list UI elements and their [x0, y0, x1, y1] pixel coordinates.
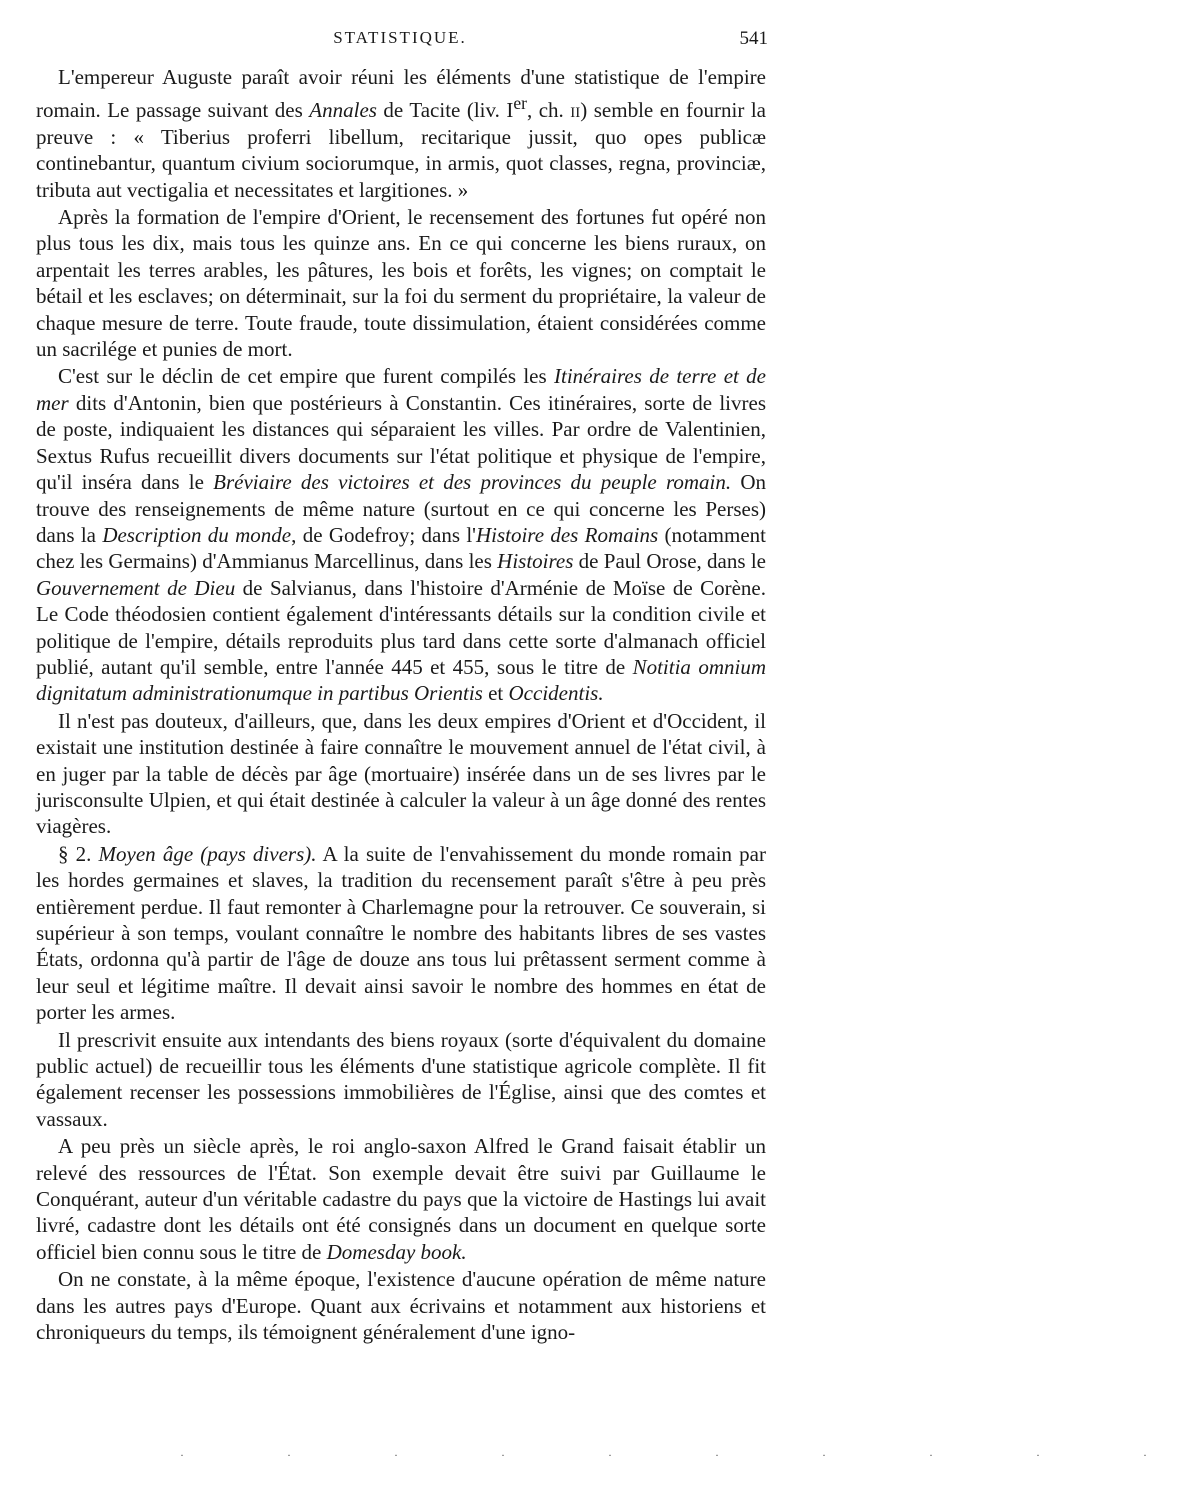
text-run: de Paul Orose, dans le — [573, 549, 766, 574]
paragraph-etat-civil: Il n'est pas douteux, d'ailleurs, que, dans les deux empires d'Orient et d'Occident, il existait une institution destinée à faire connaître le mouvement annuel de l'état civil, à en juger par la table de décès par âge (mortuaire) insérée dans un de ses livres par le jurisconsulte Ulpien, et qui était destinée à calculer la valeur à un âge donné des rentes viagères. — [36, 708, 766, 839]
text-run: dits d'Antonin, bien que postérieurs à Constantin. Ces itinéraires, sorte de livres de poste, indiquaient les distances qui séparaient les villes. Par ordre de Valentinien, Sextus Rufus recueillit divers documents sur l'état politique et physique de l'empire, qu'il inséra dans le — [36, 390, 766, 495]
running-head — [0, 28, 800, 52]
text-run: de Salvianus, dans l'histoire d'Arménie de Moïse de Corène. Le Code théodosien contient également d'intéressants détails sur la condition civile et politique de l'empire, détails reproduits plus tard dans cette sorte d'almanach officiel publié, autant qu'il semble, entre l'année 445 et 455, sous le titre de — [36, 575, 767, 679]
paragraph-itineraires — [36, 363, 766, 706]
italic-title: Histoires — [497, 549, 574, 574]
italic-title-annales: Annales — [309, 98, 377, 123]
text-run: C'est sur le déclin de cet empire que furent compilés les — [58, 364, 554, 389]
section-marker: § 2. — [58, 841, 99, 866]
italic-title-domesday: Domesday book. — [326, 1239, 467, 1264]
body-text — [36, 64, 766, 1347]
paragraph-empire-orient: Après la formation de l'empire d'Orient, le recensement des fortunes fut opéré non plus tous les dix, mais tous les quinze ans. En ce qui concerne les biens ruraux, on arpentait les terres arables, les pâtures, les bois et forêts, les vignes; on comptait le bétail et les esclaves; on déterminait, sur la foi du serment du propriétaire, la valeur de chaque mesure de terre. Toute fraude, toute dissimulation, étaient considérées comme un sacrilége et punies de mort. — [36, 205, 766, 362]
roman-numeral: ii — [570, 98, 581, 123]
paragraph-augustus — [36, 64, 766, 203]
superscript: er — [513, 93, 527, 114]
text-run: A la suite de l'envahissement du monde romain par les hordes germaines et slaves, la tradition du recensement paraît s'être à peu près entièrement perdue. Il faut remonter à Charlemagne pour la retrouver. Ce souverain, si supérieur à son temps, voulant connaître le nombre des habitants libres de ses vastes États, ordonna qu'à partir de l'âge de douze ans tous lui prêtassent serment comme à leur seul et légitime maître. Il devait ainsi savoir le nombre des hommes en état de porter les armes. — [36, 841, 766, 1025]
paragraph-intendants: Il prescrivit ensuite aux intendants des biens royaux (sorte d'équivalent du domaine public actuel) de recueillir tous les éléments d'une statistique agricole complète. Il fit également recenser les possessions immobilières de l'Église, ainsi que des comtes et vassaux. — [36, 1027, 766, 1131]
page-footer-specks: · · · · · · · · · · — [180, 1448, 1197, 1462]
italic-title: Occidentis. — [508, 681, 604, 706]
italic-title: Itinéraires de terre et de mer — [36, 364, 766, 415]
paragraph-alfred — [36, 1133, 766, 1265]
text-run: ) semble en fournir la preuve : « Tiberius proferri libellum, recitarique jussit, quo opes publicæ continebantur, quantum civium sociorumque, in armis, quot classes, regna, provinciæ, tributa aut vectigalia et necessitates et largitiones. » — [36, 98, 766, 202]
italic-title: Bréviaire des victoires et des provinces du peuple romain. — [213, 470, 732, 495]
text-run: On trouve des renseignements de même nature (surtout en ce qui concerne les Perses) dans la — [36, 470, 766, 547]
page-number: 541 — [739, 28, 768, 49]
italic-title: Notitia omnium dignitatum administrationumque in partibus Orientis — [36, 654, 766, 706]
italic-title: Gouvernement de Dieu — [36, 575, 236, 600]
paragraph-europe: On ne constate, à la même époque, l'existence d'aucune opération de même nature dans les autres pays d'Europe. Quant aux écrivains et notamment aux historiens et chroniqueurs du temps, ils témoignent généralement d'une igno- — [36, 1267, 766, 1345]
text-run: de Tacite (liv. I — [376, 98, 514, 123]
paragraph-moyen-age — [36, 841, 766, 1026]
section-heading: Moyen âge (pays divers). — [98, 841, 317, 866]
italic-title: Description du monde — [102, 522, 292, 547]
italic-title: Histoire des Romains — [475, 522, 659, 547]
text-run: A peu près un siècle après, le roi anglo-saxon Alfred le Grand faisait établir un relevé des ressources de l'État. Son exemple devait être suivi par Guillaume le Conquérant, auteur d'un véritable cadastre du pays que la victoire de Hastings lui avait livré, cadastre dont les détails ont été consignés dans un document en quelque sorte officiel bien connu sous le titre de — [36, 1134, 766, 1264]
text-run: L'empereur Auguste paraît avoir réuni les éléments d'une statistique de l'empire romain. Le passage suivant des — [36, 65, 766, 123]
running-title: STATISTIQUE. — [333, 28, 467, 47]
text-run: (notamment chez les Germains) d'Ammianus Marcellinus, dans les — [36, 522, 766, 574]
text-run: , de Godefroy; dans l' — [291, 522, 476, 547]
text-run: , ch. — [526, 98, 571, 123]
text-run: et — [482, 681, 509, 706]
